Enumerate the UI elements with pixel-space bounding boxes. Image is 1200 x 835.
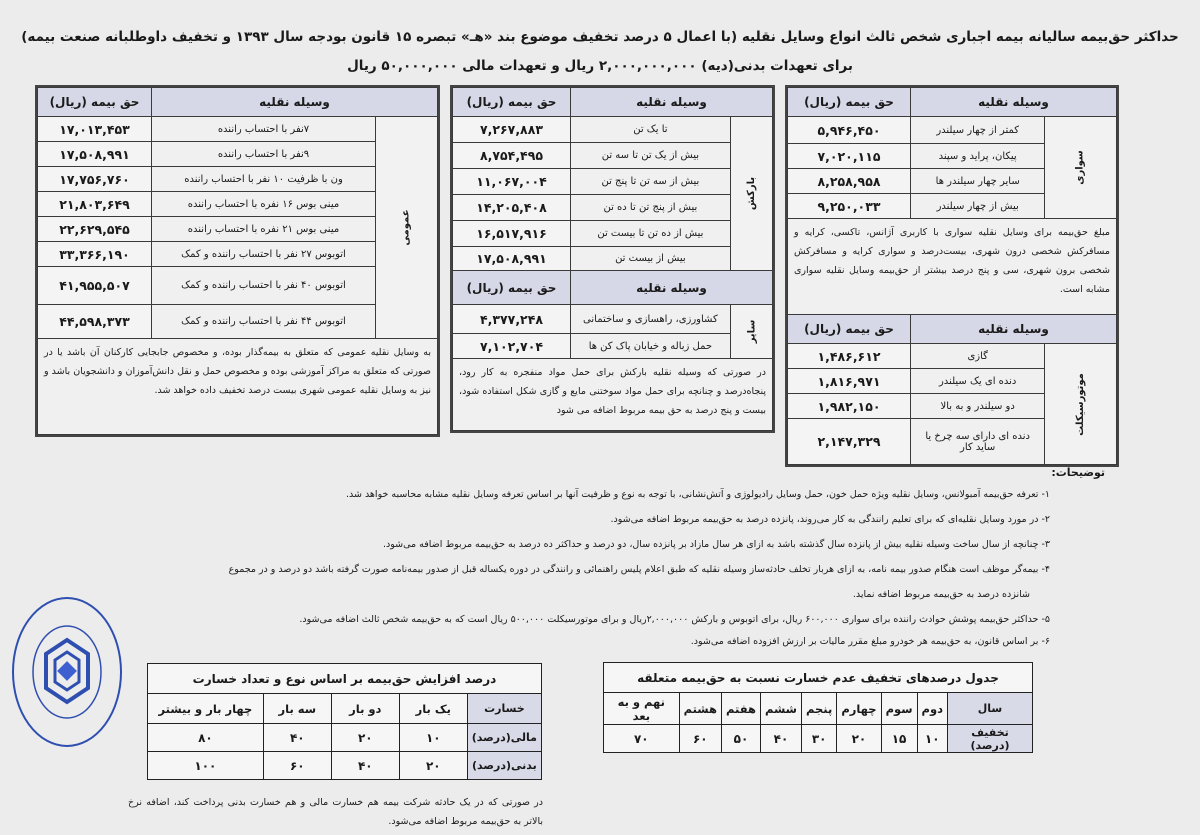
claim-increase-table — [147, 663, 542, 780]
vehicle-cell: مینی بوس ۱۶ نفره با احتساب راننده — [152, 192, 376, 217]
value-cell: ۲۰ — [399, 752, 467, 780]
value-cell: ۴۰ — [263, 724, 331, 752]
year-cell: دوم — [917, 693, 947, 725]
premium-cell: ۱,۸۱۶,۹۷۱ — [788, 369, 911, 394]
premium-cell: ۹,۲۵۰,۰۳۳ — [788, 194, 911, 219]
col-premium: حق بیمه (ریال) — [453, 88, 571, 117]
count-cell: دو بار — [331, 694, 399, 724]
vehicle-cell: تا یک تن — [571, 117, 731, 143]
row-label: تخفیف (درصد) — [948, 725, 1033, 753]
discount-cell: ۳۰ — [801, 725, 836, 753]
count-cell: چهار بار و بیشتر — [148, 694, 264, 724]
col-premium: حق بیمه (ریال) — [453, 271, 571, 305]
vehicle-cell: دنده ای یک سیلندر — [911, 369, 1045, 394]
vehicle-cell: ۹نفر با احتساب راننده — [152, 142, 376, 167]
year-cell: ششم — [760, 693, 801, 725]
document-title: حداکثر حق‌بیمه سالیانه بیمه اجباری شخص ثالث انواع وسایل نقلیه (با اعمال ۵ درصد تخفیف موضوع بند «هـ» تبصره ۱۵ قانون بودجه سال ۱۳۹۳ و تخفیف داوطلبانه صنعت بیمه) — [21, 29, 1179, 45]
no-claim-discount-table — [603, 662, 1033, 753]
vehicle-cell: کشاورزی، راهسازی و ساختمانی — [571, 305, 731, 334]
premium-cell: ۱۷,۷۵۶,۷۶۰ — [38, 167, 152, 192]
col-premium: حق بیمه (ریال) — [788, 315, 911, 344]
discount-cell: ۶۰ — [679, 725, 721, 753]
premium-cell: ۵,۹۴۶,۴۵۰ — [788, 117, 911, 144]
discount-cell: ۱۰ — [917, 725, 947, 753]
premium-cell: ۲,۱۴۷,۳۲۹ — [788, 419, 911, 465]
year-cell: سوم — [881, 693, 917, 725]
row-label: مالی(درصد) — [467, 724, 541, 752]
car-note: مبلغ حق‌بیمه برای وسایل نقلیه سواری با کاربری آژانس، تاکسی، کرایه و مسافرکش شخصی درون شهری، بیست‌درصد و سواری کرایه و مسافرکش شخصی برون شهری، سی و پنج درصد بیشتر از حق‌بیمه وسایل نقلیه سواری مشابه است. — [788, 219, 1117, 315]
value-cell: ۶۰ — [263, 752, 331, 780]
premium-cell: ۴۴,۵۹۸,۳۷۳ — [38, 305, 152, 339]
public-vehicle-table — [35, 85, 440, 437]
claim-increase-note: در صورتی که در یک حادثه شرکت بیمه هم خسارت مالی و هم خسارت بدنی پرداخت کند، اضافه نرخ بالاتر به حق‌بیمه مربوط اضافه می‌شود. — [128, 797, 543, 827]
count-cell: سه بار — [263, 694, 331, 724]
vehicle-cell: ون با ظرفیت ۱۰ نفر با احتساب راننده — [152, 167, 376, 192]
premium-cell: ۷,۱۰۲,۷۰۴ — [453, 334, 571, 359]
premium-cell: ۱,۴۸۶,۶۱۲ — [788, 344, 911, 369]
year-cell: نهم و به بعد — [604, 693, 680, 725]
vehicle-cell: بیش از ده تن تا بیست تن — [571, 221, 731, 247]
note-item: شانزده درصد به حق‌بیمه مربوط اضافه نماید. — [852, 589, 1030, 600]
vehicle-cell: مینی بوس ۲۱ نفره با احتساب راننده — [152, 217, 376, 242]
value-cell: ۱۰۰ — [148, 752, 264, 780]
category-car: سواری — [1045, 117, 1117, 219]
vehicle-cell: بیش از چهار سیلندر — [911, 194, 1045, 219]
premium-cell: ۱۷,۵۰۸,۹۹۱ — [453, 247, 571, 271]
value-cell: ۲۰ — [331, 724, 399, 752]
discount-cell: ۵۰ — [721, 725, 760, 753]
vehicle-cell: بیش از سه تن تا پنج تن — [571, 169, 731, 195]
table-caption: جدول درصدهای تخفیف عدم خسارت نسبت به حق‌بیمه متعلقه — [604, 663, 1033, 693]
year-cell: پنجم — [801, 693, 836, 725]
vehicle-cell: دو سیلندر و به بالا — [911, 394, 1045, 419]
value-cell: ۸۰ — [148, 724, 264, 752]
col-premium: حق بیمه (ریال) — [38, 88, 152, 117]
count-cell: یک بار — [399, 694, 467, 724]
premium-cell: ۴,۳۷۷,۲۴۸ — [453, 305, 571, 334]
row-header: خسارت — [467, 694, 541, 724]
row-header: سال — [948, 693, 1033, 725]
premium-cell: ۱۷,۰۱۳,۴۵۳ — [38, 117, 152, 142]
document-subtitle: برای تعهدات بدنی(دیه) ۲,۰۰۰,۰۰۰,۰۰۰ ریال و تعهدات مالی ۵۰,۰۰۰,۰۰۰ ریال — [347, 58, 853, 74]
note-item: ۵- حداکثر حق‌بیمه پوشش حوادث راننده برای سواری ۶۰۰,۰۰۰ ریال، برای اتوبوس و بارکش ۲,۰۰۰,۰۰۰ریال و برای موتورسیکلت ۵۰۰,۰۰۰ ریال است که به حق‌بیمه شخص ثالث اضافه می‌شود. — [299, 614, 1050, 625]
note-item: ۱- تعرفه حق‌بیمه آمبولانس، وسایل نقلیه ویژه حمل خون، حمل وسایل رادیولوژی و آتش‌نشانی، با توجه به نوع و ظرفیت آنها بر اساس تعرفه وسایل نقلیه مشابه محاسبه خواهد شد. — [345, 489, 1050, 500]
car-motorcycle-table — [785, 85, 1119, 467]
premium-cell: ۷,۰۲۰,۱۱۵ — [788, 144, 911, 169]
truck-note: در صورتی که وسیله نقلیه بارکش برای حمل مواد منفجره به کار رود، پنجاه‌درصد و چنانچه برای حمل مواد سوختنی مایع و گازی شکل استفاده شود، بیست و پنج درصد به حق بیمه مربوط اضافه می شود — [453, 359, 773, 431]
value-cell: ۴۰ — [331, 752, 399, 780]
vehicle-cell: سایر چهار سیلندر ها — [911, 169, 1045, 194]
category-motorcycle: موتورسیکلت — [1045, 344, 1117, 465]
premium-cell: ۴۱,۹۵۵,۵۰۷ — [38, 267, 152, 305]
vehicle-cell: گازی — [911, 344, 1045, 369]
premium-cell: ۸,۲۵۸,۹۵۸ — [788, 169, 911, 194]
note-item: ۴- بیمه‌گر موظف است هنگام صدور بیمه نامه، به ازای هربار تخلف حادثه‌ساز وسیله نقلیه که طبق اعلام پلیس راهنمائی و رانندگی در دوره یکساله قبل از صدور بیمه‌نامه صورت گرفته باشد دو درصد و در مجموع — [228, 564, 1050, 575]
central-insurance-seal — [8, 592, 126, 750]
col-vehicle: وسیله نقلیه — [911, 315, 1117, 344]
year-cell: هفتم — [721, 693, 760, 725]
value-cell: ۱۰ — [399, 724, 467, 752]
premium-cell: ۷,۲۶۷,۸۸۳ — [453, 117, 571, 143]
premium-cell: ۱۶,۵۱۷,۹۱۶ — [453, 221, 571, 247]
vehicle-cell: پیکان، پراید و سپند — [911, 144, 1045, 169]
premium-cell: ۱۷,۵۰۸,۹۹۱ — [38, 142, 152, 167]
vehicle-cell: ۷نفر با احتساب راننده — [152, 117, 376, 142]
category-truck: بارکش — [730, 117, 772, 271]
year-cell: هشتم — [679, 693, 721, 725]
col-vehicle: وسیله نقلیه — [152, 88, 438, 117]
discount-cell: ۱۵ — [881, 725, 917, 753]
notes-title: توضیحات: — [1051, 466, 1105, 479]
note-item: ۲- در مورد وسایل نقلیه‌ای که برای تعلیم رانندگی به کار می‌روند، پانزده درصد به حق‌بیمه مربوط اضافه می‌شود. — [610, 514, 1050, 525]
premium-cell: ۲۲,۶۲۹,۵۴۵ — [38, 217, 152, 242]
discount-cell: ۷۰ — [604, 725, 680, 753]
vehicle-cell: اتوبوس ۲۷ نفر با احتساب راننده و کمک — [152, 242, 376, 267]
seal-icon — [8, 592, 126, 750]
vehicle-cell: حمل زباله و خیابان پاک کن ها — [571, 334, 731, 359]
premium-cell: ۲۱,۸۰۳,۶۴۹ — [38, 192, 152, 217]
premium-cell: ۱,۹۸۲,۱۵۰ — [788, 394, 911, 419]
vehicle-cell: کمتر از چهار سیلندر — [911, 117, 1045, 144]
vehicle-cell: دنده ای دارای سه چرخ یا ساید کار — [911, 419, 1045, 465]
public-note: به وسایل نقلیه عمومی که متعلق به بیمه‌گذار بوده، و مخصوص جابجایی کارکنان آن باشد یا در صورتی که متعلق به مراکز آموزشی بوده و مخصوص حمل و نقل دانش‌آموزان و دانشجویان باشد و نیز به وسایل نقلیه عمومی شهری بیست درصد تخفیف داده خواهد شد. — [38, 339, 438, 435]
vehicle-cell: بیش از پنج تن تا ده تن — [571, 195, 731, 221]
col-vehicle: وسیله نقلیه — [911, 88, 1117, 117]
vehicle-cell: اتوبوس ۴۴ نفر با احتساب راننده و کمک — [152, 305, 376, 339]
discount-cell: ۴۰ — [760, 725, 801, 753]
col-premium: حق بیمه (ریال) — [788, 88, 911, 117]
premium-cell: ۱۴,۲۰۵,۴۰۸ — [453, 195, 571, 221]
discount-cell: ۲۰ — [837, 725, 881, 753]
truck-other-table — [450, 85, 775, 433]
table-caption: درصد افزایش حق‌بیمه بر اساس نوع و تعداد خسارت — [148, 664, 542, 694]
premium-cell: ۸,۷۵۴,۴۹۵ — [453, 143, 571, 169]
premium-cell: ۳۳,۳۶۶,۱۹۰ — [38, 242, 152, 267]
premium-cell: ۱۱,۰۶۷,۰۰۴ — [453, 169, 571, 195]
col-vehicle: وسیله نقلیه — [571, 88, 773, 117]
vehicle-cell: بیش از یک تن تا سه تن — [571, 143, 731, 169]
category-other: سایر — [730, 305, 772, 359]
col-vehicle: وسیله نقلیه — [571, 271, 773, 305]
note-item: ۶- بر اساس قانون، به حق‌بیمه هر خودرو مبلغ مقرر مالیات بر ارزش افزوده اضافه می‌شود. — [690, 636, 1050, 647]
vehicle-cell: اتوبوس ۴۰ نفر با احتساب راننده و کمک — [152, 267, 376, 305]
category-public: عمومی — [376, 117, 438, 339]
row-label: بدنی(درصد) — [467, 752, 541, 780]
note-item: ۳- چنانچه از سال ساخت وسیله نقلیه بیش از پانزده سال گذشته باشد به ازای هر سال مازاد بر پانزده سال، دو درصد و حداکثر ده درصد به حق‌بیمه مربوط اضافه می‌شود. — [382, 539, 1050, 550]
year-cell: چهارم — [837, 693, 881, 725]
vehicle-cell: بیش از بیست تن — [571, 247, 731, 271]
